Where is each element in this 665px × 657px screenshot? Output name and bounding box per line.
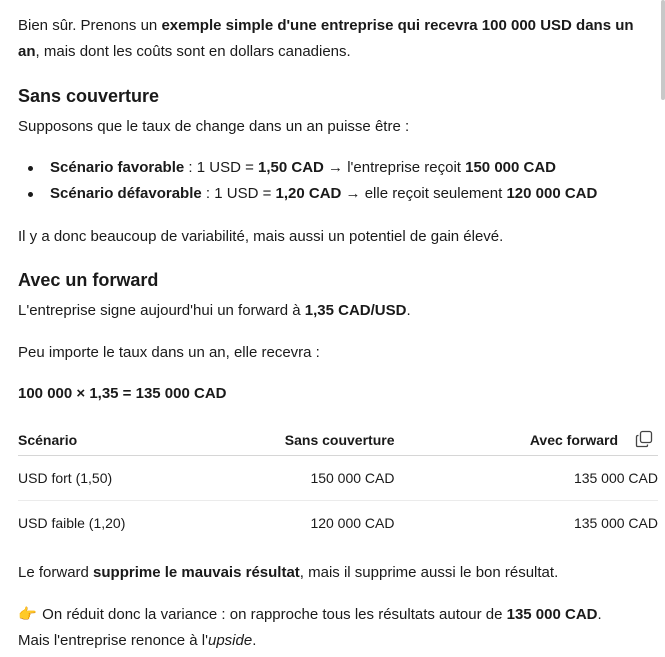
variance-text-mid: .	[597, 606, 602, 623]
intro-text-after: , mais dont les coûts sont en dollars canadiens.	[35, 43, 351, 60]
summary-text-before: Le forward	[18, 564, 94, 581]
scenario-mid: → l'entreprise reçoit	[323, 159, 466, 176]
peu-importe-paragraph: Peu importe le taux dans un an, elle recevra :	[18, 344, 320, 361]
pointing-hand-icon: 👉	[18, 606, 37, 623]
cell-sans-couverture: 150 000 CAD	[242, 456, 394, 501]
list-item	[18, 155, 597, 181]
cell-scenario: USD fort (1,50)	[18, 456, 242, 501]
intro-paragraph	[18, 13, 643, 65]
forward-paragraph	[18, 298, 411, 324]
upside-text-before: Mais l'entreprise renonce à l'	[18, 632, 208, 649]
header-avec-forward: Avec forward	[395, 424, 659, 456]
scenario-label: Scénario défavorable	[50, 185, 202, 202]
cell-scenario: USD faible (1,20)	[18, 515, 126, 531]
forward-text-before: L'entreprise signe aujourd'hui un forward à	[18, 302, 305, 319]
variance-text-before: On réduit donc la variance : on rapproche tous les résultats autour de	[38, 606, 507, 623]
header-sans-couverture: Sans couverture	[242, 424, 394, 456]
scenario-sep: : 1 USD =	[184, 159, 259, 176]
cell-avec-forward: 135 000 CAD	[573, 515, 658, 531]
summary-text-after: , mais il supprime aussi le bon résultat.	[299, 564, 559, 581]
table-row	[18, 456, 658, 501]
formula-text: 100 000 × 1,35 = 135 000 CAD	[18, 385, 227, 402]
summary-text-bold: supprime le mauvais résultat	[93, 564, 300, 581]
copy-icon[interactable]	[635, 430, 653, 448]
header-scenario: Scénario	[18, 424, 242, 456]
heading-avec-forward: Avec un forward	[18, 270, 159, 290]
scenario-amount: 120 000 CAD	[506, 185, 598, 202]
scenario-mid: → elle reçoit seulement	[341, 185, 507, 202]
heading-sans-couverture: Sans couverture	[18, 86, 160, 106]
comparison-table	[18, 424, 658, 545]
scenario-list	[18, 155, 597, 207]
forward-summary-paragraph	[18, 560, 558, 586]
scenario-rate: 1,20 CAD	[275, 185, 342, 202]
comparison-table-wrapper	[18, 424, 658, 545]
upside-text-italic: upside	[207, 632, 253, 649]
scenario-label: Scénario favorable	[50, 159, 185, 176]
scenario-rate: 1,50 CAD	[258, 159, 324, 176]
scrollbar[interactable]	[661, 0, 665, 100]
forward-text-after: .	[406, 302, 411, 319]
variance-paragraph	[18, 602, 648, 654]
list-item	[18, 181, 597, 207]
intro-text-bold: exemple simple d'une entreprise qui recevra 100 000 USD dans un an	[18, 17, 634, 60]
table-row	[18, 501, 658, 546]
suppose-paragraph: Supposons que le taux de change dans un an puisse être :	[18, 118, 410, 135]
forward-rate: 1,35 CAD/USD	[304, 302, 407, 319]
upside-text-after: .	[252, 632, 257, 649]
scenario-amount: 150 000 CAD	[465, 159, 557, 176]
table-header-row	[18, 424, 658, 456]
variability-paragraph: Il y a donc beaucoup de variabilité, mais aussi un potentiel de gain élevé.	[18, 228, 504, 245]
variance-text-bold: 135 000 CAD	[506, 606, 598, 623]
scenario-sep: : 1 USD =	[201, 185, 276, 202]
cell-avec-forward: 135 000 CAD	[395, 456, 659, 501]
cell-sans-couverture: 120 000 CAD	[310, 515, 395, 531]
intro-text-before: Bien sûr. Prenons un	[18, 17, 162, 34]
